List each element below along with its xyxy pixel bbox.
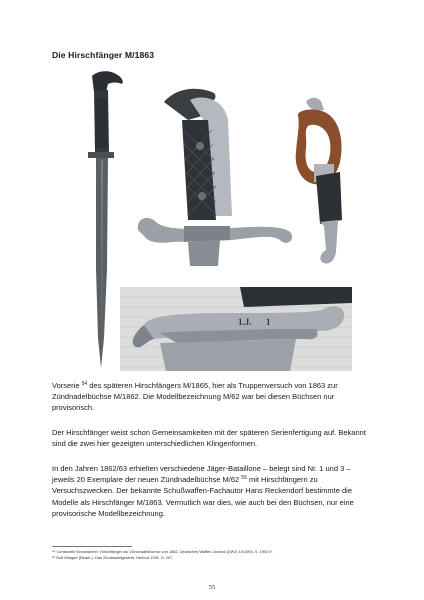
- stamp-marking: 1.J.: [238, 317, 252, 327]
- paragraph-1-text-a: Vorserie: [52, 381, 82, 390]
- hilt-closeup-photo: [132, 80, 302, 266]
- paragraph-3-text-b: mit Hirschfängern zu Versuchszwecken. Der bekannte Schußwaffen-Fachautor Hans Reckendorf bestimmte die Modelle als Hirschfänger M/1863. Vermutlich war dies, wie auch bei den Büchsen, nur eine provisorische Modellbezeichnung.: [52, 475, 354, 518]
- paragraph-3-text-a: In den Jahren 1862/63 erhielten verschiedene Jäger-Bataillone – belegt sind Nr. 1 und 3 – jeweils 20 Exemplare der neuen Zündnadelbüchse M/62: [52, 464, 351, 485]
- paragraph-2: Der Hirschfänger weist schon Gemeinsamkeiten mit der späteren Serienfertigung auf. Bekannt sind die zwei hier gezeigten unterschiedlichen Klingenformen.: [52, 428, 366, 449]
- footnote-ref-54: 54: [81, 381, 88, 387]
- stamp-detail-photo: [120, 287, 352, 371]
- paragraph-3: [52, 463, 374, 519]
- footnote-divider: [52, 546, 132, 547]
- guard-ring-photo: [286, 92, 352, 270]
- page-title: Die Hirschfänger M/1863: [52, 50, 155, 60]
- stamp-marking-number: 1: [266, 317, 271, 327]
- footnote-54: ⁵⁴ Constantin Schumacher: Hirschfänger zur Zündnadelbüchse von 1862, Deutsches Waffen-Journal (DWJ) 10/1993. S. 1902 ff.: [52, 549, 273, 554]
- paragraph-1-text-b: des späteren Hirschfängers M/1865, hier als Truppenversuch von 1863 zur Zündnadelbüchse M/1862. Die Modellbezeichnung M/62 war bei diesen Büchsen nur provisorisch.: [52, 381, 338, 413]
- footnote-ref-55: 55: [241, 475, 247, 482]
- page-number: 55: [208, 584, 216, 591]
- paragraph-1: [52, 380, 374, 414]
- footnote-55: ⁵⁵ Rolf Wirtgen (Bearb.): Das Zündnadelgewehr, Herford 1991. S. 207.: [52, 555, 174, 560]
